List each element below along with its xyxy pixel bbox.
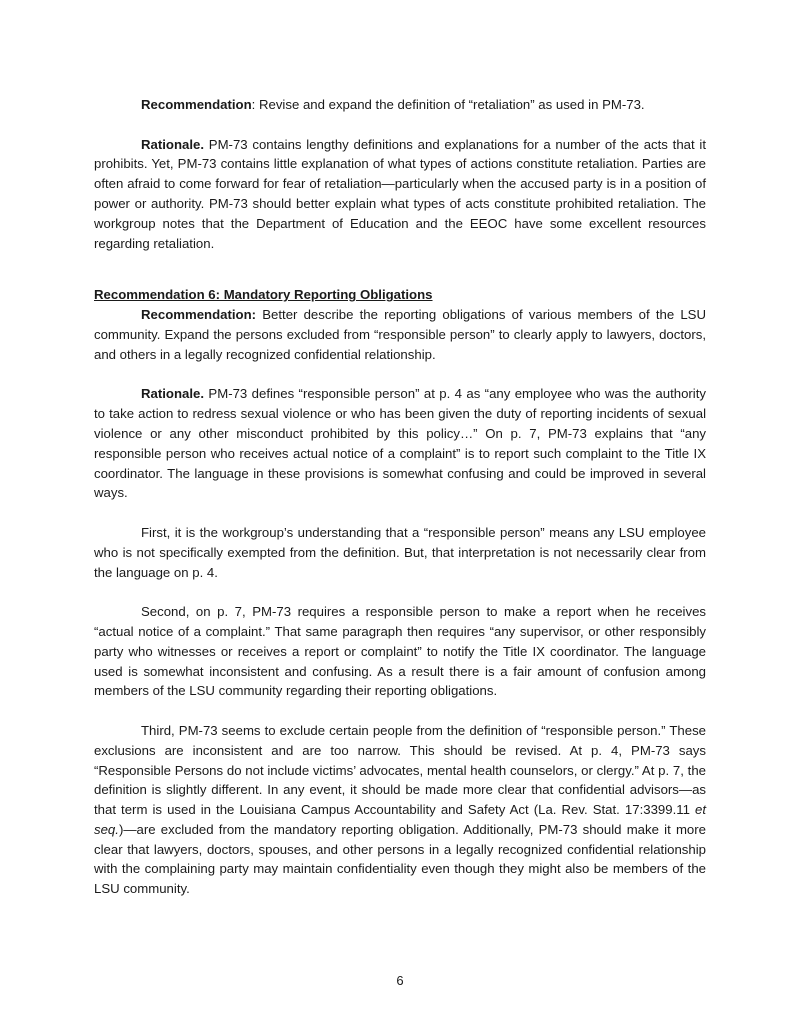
document-page (94, 95, 706, 899)
citation-italic: et seq. (94, 802, 706, 837)
rationale-text: PM-73 defines “responsible person” at p. 4 as “any employee who was the authority to take action to redress sexual violence or who has been given the duty of reporting incidents of sexual violence or any other misconduct prohibited by this policy…” On p. 7, PM-73 explains that “any responsible person who receives actual notice of a complaint” is to report such complaint to the Title IX coordinator. The language in these provisions is somewhat confusing and could be improved in several ways. (94, 386, 706, 501)
page-number: 6 (396, 973, 404, 988)
rec6-rationale-paragraph (94, 384, 706, 503)
recommendation-text: : Revise and expand the definition of “retaliation” as used in PM-73. (251, 97, 645, 112)
second-point-paragraph: Second, on p. 7, PM-73 requires a responsible person to make a report when he receives “actual notice of a complaint.” That same paragraph then requires “any supervisor, or other responsibly party who witnesses or receives a report or complaint” to notify the Title IX coordinator. The language used is somewhat inconsistent and confusing. As a result there is a fair amount of confusion among members of the LSU community regarding their reporting obligations. (94, 604, 706, 699)
rec6-recommendation-paragraph (94, 305, 706, 364)
rec5-rationale-paragraph (94, 135, 706, 254)
rec5-recommendation-paragraph (94, 95, 706, 115)
third-text-part-2: )—are excluded from the mandatory reporting obligation. Additionally, PM-73 should make it more clear that lawyers, doctors, spouses, and other persons in a legally recognized confidential relationship with the complaining party may maintain confidentiality even though they might also be members of the LSU community. (94, 821, 706, 897)
recommendation-label: Recommendation (141, 97, 252, 112)
third-point-paragraph (94, 721, 706, 899)
recommendation-label: Recommendation: (141, 307, 257, 323)
rationale-text: PM-73 contains lengthy definitions and explanations for a number of the acts that it prohibits. Yet, PM-73 contains little explanation of what types of actions constitute retaliation. Parties are often afraid to come forward for fear of retaliation—particularly when the accused party is in a position of power or authority. PM-73 should better explain what types of acts constitute prohibited retaliation. The workgroup notes that the Department of Education and the EEOC have some excellent resources regarding retaliation. (94, 136, 706, 251)
third-text-part-1: Third, PM-73 seems to exclude certain people from the definition of “responsible person.” These exclusions are inconsistent and are too narrow. This should be revised. At p. 4, PM-73 says “Responsible Persons do not include victims’ advocates, mental health counselors, or clergy.” At p. 7, the definition is slightly different. In any event, it should be made more clear that confidential advisors—as that term is used in the Louisiana Campus Accountability and Safety Act (La. Rev. Stat. 17:3399.11 (94, 722, 706, 818)
rationale-label: Rationale. (141, 386, 205, 402)
recommendation-text: Better describe the reporting obligations of various members of the LSU community. Expand the persons excluded from “responsible person” to clearly apply to lawyers, doctors, and others in a legally recognized confidential relationship. (94, 307, 706, 362)
section-heading: Recommendation 6: Mandatory Reporting Obligations (94, 287, 433, 303)
first-point-paragraph: First, it is the workgroup’s understanding that a “responsible person” means any LSU employee who is not specifically exempted from the definition. But, that interpretation is not necessarily clear from the language on p. 4. (94, 524, 706, 580)
rationale-label: Rationale. (141, 136, 205, 152)
